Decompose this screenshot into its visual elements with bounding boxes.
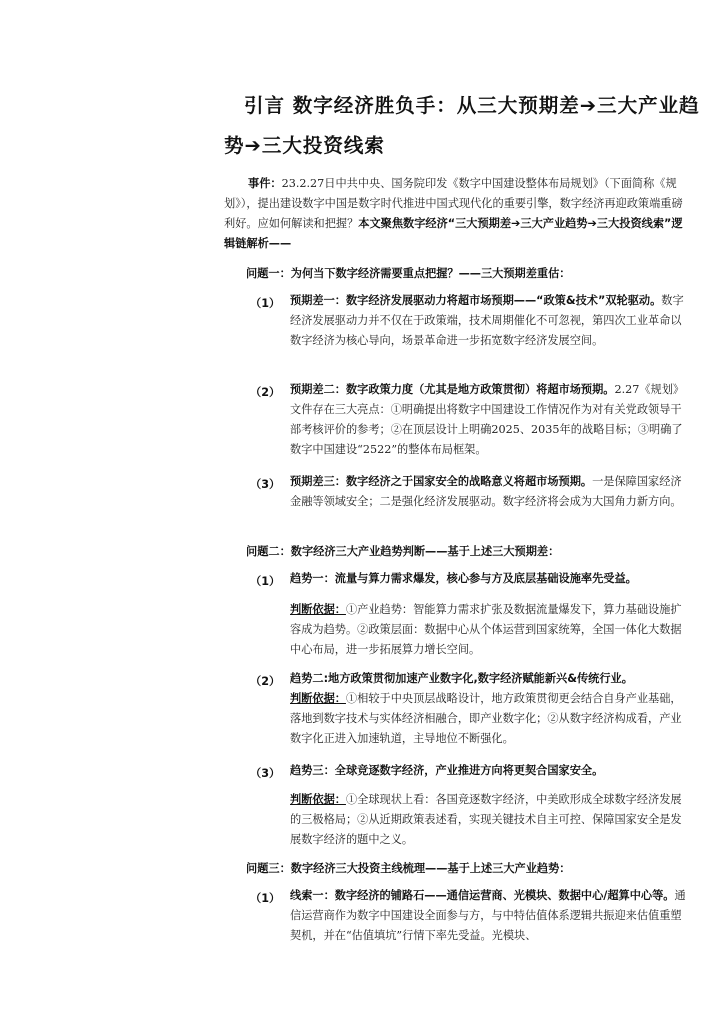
list-item bbox=[290, 569, 688, 589]
item-bold-lead: 趋势二:地方政策贯彻加速产业数字化,数字经济赋能新兴&传统行业。 bbox=[290, 672, 633, 685]
list-number: （3） bbox=[250, 767, 281, 780]
list-item bbox=[290, 669, 688, 689]
item-bold-lead: 趋势三：全球竞逐数字经济，产业推进方向将更契合国家安全。 bbox=[290, 764, 604, 777]
question-1-heading: 问题一：为何当下数字经济需要重点把握？——三大预期差重估： bbox=[246, 267, 571, 280]
item-text: 一是保障国家经济金融等领域安全；二是强化经济发展驱动。数字经济将会成为大国角力新方向。 bbox=[290, 475, 682, 508]
basis-label: 判断依据： bbox=[290, 692, 346, 705]
basis-text: ①全球现状上看：各国竞逐数字经济，中美欧形成全球数字经济发展的三极格局；②从近期政策表述看，实现关键技术自主可控、保障国家安全是发展数字经济的题中之义。 bbox=[290, 793, 682, 846]
intro-body: 23.2.27日中共中央、国务院印发《数字中国建设整体布局规划》（下面简称《规划》），提出建设数字中国是数字时代推进中国式现代化的重要引擎，数字经济再迎政策端重磅利好。应如何解读和把握？ bbox=[224, 177, 683, 230]
list-number: （2） bbox=[250, 386, 281, 399]
basis-label: 判断依据： bbox=[290, 793, 346, 806]
intro-paragraph bbox=[224, 174, 690, 254]
item-bold-lead: 线索一：数字经济的铺路石——通信运营商、光模块、数据中心/超算中心等。 bbox=[290, 889, 675, 902]
item-bold-lead: 预期差二：数字政策力度（尤其是地方政策贯彻）将超市场预期。 bbox=[290, 383, 615, 396]
question-3-heading: 问题三：数字经济三大投资主线梳理——基于上述三大产业趋势： bbox=[246, 862, 571, 875]
basis-label: 判断依据： bbox=[290, 603, 346, 616]
list-number: （1） bbox=[250, 297, 281, 310]
item-text: 通信运营商作为数字中国建设全面参与方，与中特估值体系逻辑共振迎来估值重塑契机，并在“估值填坑”行情下率先受益。光模块、 bbox=[290, 889, 686, 942]
item-bold-lead: 趋势一：流量与算力需求爆发，核心参与方及底层基础设施率先受益。 bbox=[290, 572, 637, 585]
list-item bbox=[290, 291, 688, 351]
judgement-basis bbox=[290, 790, 688, 850]
article-title-line-2: 势➔三大投资线索 bbox=[224, 134, 385, 157]
basis-text: ①产业趋势：智能算力需求扩张及数据流量爆发下，算力基础设施扩容成为趋势。②政策层面：数据中心从个体运营到国家统筹，全国一体化大数据中心布局，进一步拓展算力增长空间。 bbox=[290, 603, 682, 656]
item-bold-lead: 预期差三：数字经济之于国家安全的战略意义将超市场预期。 bbox=[290, 475, 593, 488]
question-2-heading: 问题二：数字经济三大产业趋势判断——基于上述三大预期差： bbox=[246, 545, 560, 558]
list-item bbox=[290, 472, 688, 512]
item-bold-lead: 预期差一：数字经济发展驱动力将超市场预期——“政策&技术”双轮驱动。 bbox=[290, 294, 662, 307]
list-number: （1） bbox=[250, 892, 281, 905]
judgement-basis bbox=[290, 689, 688, 749]
item-text: 数字经济发展驱动力并不仅在于政策端，技术周期催化不可忽视，第四次工业革命以数字经济为核心导向，场景革命进一步拓宽数字经济发展空间。 bbox=[290, 294, 684, 347]
judgement-basis bbox=[290, 600, 688, 660]
intro-lead: 事件： bbox=[248, 177, 282, 190]
article-title-line-1: 引言 数字经济胜负手：从三大预期差➔三大产业趋 bbox=[244, 94, 700, 117]
intro-bold-tail: 本文聚焦数字经济“三大预期差➔三大产业趋势➔三大投资线索”逻辑链解析—— bbox=[224, 217, 683, 250]
basis-text: ①相较于中央顶层战略设计，地方政策贯彻更会结合自身产业基础，落地到数字技术与实体经济相融合，即产业数字化；②从数字经济构成看，产业数字化正进入加速轨道，主导地位不断强化。 bbox=[290, 692, 682, 745]
list-item bbox=[290, 886, 688, 946]
list-number: （3） bbox=[250, 478, 281, 491]
list-item bbox=[290, 380, 688, 460]
list-number: （1） bbox=[250, 575, 281, 588]
item-text: 2.27《规划》文件存在三大亮点：①明确提出将数字中国建设工作情况作为对有关党政领导干部考核评价的参考；②在顶层设计上明确2025、2035年的战略目标；③明确了数字中国建设“2522”的整体布局框架。 bbox=[290, 383, 685, 456]
list-number: （2） bbox=[250, 675, 281, 688]
list-item bbox=[290, 761, 688, 781]
